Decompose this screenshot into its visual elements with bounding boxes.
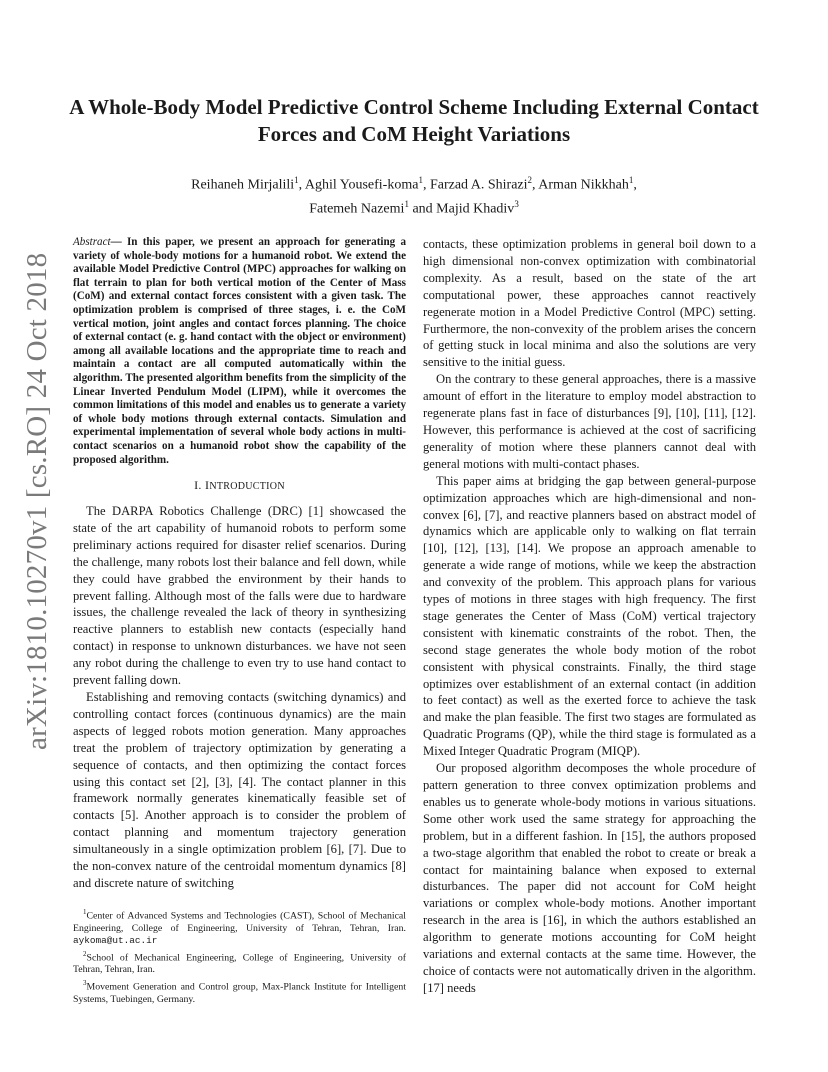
author-affiliation-mark: 1 <box>404 198 409 209</box>
body-paragraph: The DARPA Robotics Challenge (DRC) [1] showcased the state of the art capability of humanoid robots to perform some preliminary actions required for disaster relief scenarios. During the challenge, many robots lost their balance and fell down, while they could have grabbed the environment by their hands to prevent falling. Although most of the falls were due to hardware issues, the challenge revealed the lack of theory in synthesizing reactive planners to establish new contacts (especially hand contact) in response to unknown disturbances. we have not seen any robot during the challenge to even try to use hand contact to prevent falling down. <box>73 504 406 688</box>
footnote-mark: 1 <box>83 908 87 916</box>
author-affiliation-mark: 1 <box>418 175 423 185</box>
body-paragraph: Establishing and removing contacts (switching dynamics) and controlling contact forces (continuous dynamics) are the main aspects of legged robots motion generation. Many approaches treat the problem of trajectory optimization by generating a sequence of contacts, and then optimizing the contact forces using this contact set [2], [3], [4]. The contact planner in this framework normally generates kinematically feasible set of contacts [5]. Another approach is to consider the problem of contact planning and momentum trajectory generation simultaneously in a single optimization problem [6], [7]. Due to the non-convex nature of the centroidal momentum dynamics [8] and discrete nature of switching <box>73 689 406 890</box>
body-paragraph: Our proposed algorithm decomposes the whole procedure of pattern generation to three convex optimization problems and enables us to generate whole-body motions in various situations. Some other work used the same strategy for approaching the problem, but in a different fashion. In [15], the authors proposed a two-stage algorithm that enabled the robot to create or break a contact for maintaining balance when exposed to external disturbances. The paper did not account for CoM height variations or complex whole-body motions. Another important research in the area is [16], in which the authors established an algorithm to generate motions accounting for CoM height variations and external contacts at the same time. However, the choice of contacts were not automatically driven in the algorithm. [17] needs <box>423 761 756 995</box>
author-affiliation-mark: 1 <box>294 175 299 185</box>
abstract-text: — In this paper, we present an approach for generating a variety of whole-body motions for a humanoid robot. We extend the available Model Predictive Control (MPC) approaches for walking on flat terrain to plan for both vertical motion of the Center of Mass (CoM) and external contact forces consistent with a given task. The optimization problem is comprised of three stages, i. e. the CoM vertical motion, joint angles and contact forces planning. The choice of external contact (e. g. hand contact with the object or environment) among all available locations and the appropriate time to reach and maintain a contact are all computed automatically within the algorithm. The presented algorithm benefits from the simplicity of the Linear Inverted Pendulum Model (LIPM), while it overcomes the common limitations of this model and enables us to generate a variety of whole body motions through external contacts. Simulation and experimental implementation of several whole body actions in multi-contact scenarios on a humanoid robot show the capability of the proposed algorithm. <box>73 236 406 466</box>
author-list <box>100 171 728 218</box>
footnote <box>73 977 406 1006</box>
footnotes <box>73 906 406 1006</box>
author-affiliation-mark: 2 <box>527 175 533 185</box>
author-name: Farzad A. Shirazi <box>429 177 528 193</box>
abstract <box>73 236 406 467</box>
author-name: Reihaneh Mirjalili <box>191 177 295 193</box>
author-name: Aghil Yousefi-koma <box>304 177 419 193</box>
right-column <box>423 236 756 997</box>
footnote-text: Center of Advanced Systems and Technologies (CAST), School of Mechanical Engineering, College of Engineering, University of Tehran, Tehran, Iran. <box>73 910 406 934</box>
author-affiliation-mark: 3 <box>514 198 519 209</box>
author-name: Fatemeh Nazemi <box>309 201 405 217</box>
author-line-1: Reihaneh Mirjalili$^1$, Aghil Yousefi-koma$^1$, Farzad A. Shirazi$^2$, Arman Nikkhah$^1$, <box>191 175 637 193</box>
author-name: Majid Khadiv <box>436 201 515 217</box>
section-initial: I <box>205 478 210 493</box>
footnote-text: Movement Generation and Control group, Max-Planck Institute for Intelligent Systems, Tuebingen, Germany. <box>73 981 406 1005</box>
paper-title: A Whole-Body Model Predictive Control Scheme Including External Contact Forces and CoM Height Variations <box>69 95 759 146</box>
body-paragraph: This paper aims at bridging the gap between general-purpose optimization approaches which are high-dimensional and non-convex [6], [7], and reactive planners based on abstract model of dynamics which are applicable only to walking on flat terrain [10], [12], [13], [14]. We propose an approach amenable to generate a wide range of motions, while we keep the abstraction and convexity of the problem. This approach plans for various types of motions in three stages with high frequency. The first stage generates the Center of Mass (CoM) vertical trajectory consistent with kinematic constraints of the robot. Then, the second stage generates the whole body motion of the robot consistent with physical constraints. Finally, the third stage optimizes over establishment of an external contact (in addition to feet contact) as well as the exerted force to achieve the task and make the plan feasible. The first two stages are formulated as Quadratic Programs (QP), while the third stage is formulated as a Mixed Integer Quadratic Program (MIQP). <box>423 473 756 759</box>
section-number: I. <box>194 478 206 493</box>
footnote-email: aykoma@ut.ac.ir <box>73 934 158 946</box>
author-affiliation-mark: 1 <box>628 175 634 185</box>
footnote <box>73 906 406 947</box>
author-name: Arman Nikkhah <box>538 177 629 193</box>
body-paragraph: On the contrary to these general approaches, there is a massive amount of effort in the literature to employ model abstraction to regenerate plans fast in face of disturbances [9], [10], [11], [12]. However, this performance is achieved at the cost of sacrificing generality of motion where these planners cannot deal with general motions with multi-contact phases. <box>423 372 756 471</box>
footnote <box>73 948 406 977</box>
section-heading-introduction <box>73 477 406 496</box>
left-column <box>73 236 406 892</box>
section-title-rest: NTRODUCTION <box>209 481 285 493</box>
footnote-mark: 2 <box>83 949 87 958</box>
footnote-mark: 3 <box>83 979 87 988</box>
author-line-2: Fatemeh Nazemi$^1$ and Majid Khadiv$^3$ <box>309 198 519 217</box>
body-paragraph: contacts, these optimization problems in general boil down to a high dimensional non-convex optimization with combinatorial complexity. As a result, based on the state of the art computational power, these approaches cannot reactively regenerate motion in a Model Predictive Control (MPC) setting. Furthermore, the non-convexity of the problem arises the concern of getting stuck in local minima and also the solutions are very sensitive to the initial guess. <box>423 237 756 370</box>
arxiv-side-stamp: arXiv:1810.10270v1 [cs.RO] 24 Oct 2018 <box>21 252 53 750</box>
footnote-text: School of Mechanical Engineering, College of Engineering, University of Tehran, Tehran, Iran. <box>73 951 406 976</box>
abstract-label: Abstract <box>73 236 111 248</box>
